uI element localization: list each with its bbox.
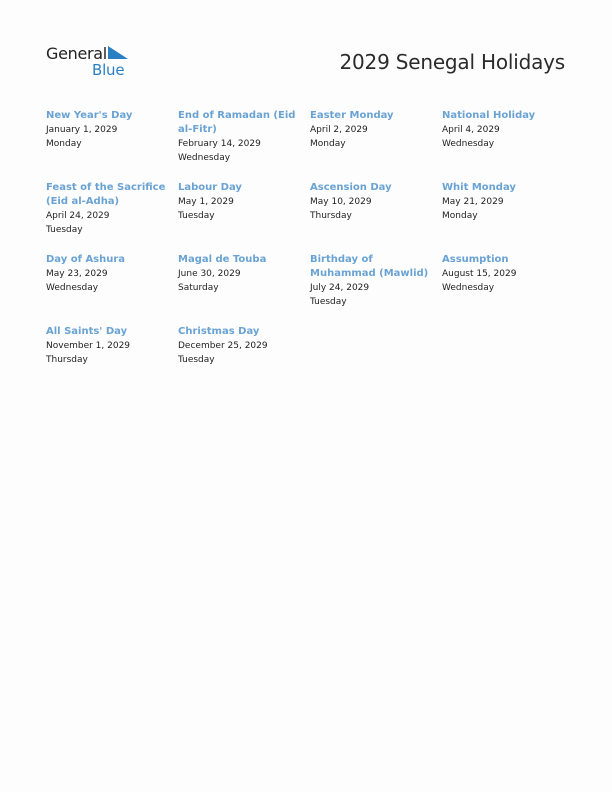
holiday-weekday: Wednesday bbox=[442, 139, 495, 149]
brand-logo bbox=[46, 44, 136, 80]
holiday-name: Ascension Day bbox=[310, 182, 392, 193]
holiday-name: Assumption bbox=[442, 254, 509, 265]
holiday-item bbox=[178, 325, 310, 387]
holiday-weekday: Thursday bbox=[46, 355, 88, 365]
holiday-item bbox=[178, 181, 310, 243]
holiday-item bbox=[442, 109, 574, 171]
holiday-item bbox=[310, 109, 442, 171]
holiday-item bbox=[178, 109, 310, 171]
holiday-item bbox=[46, 325, 178, 387]
blue-flag-icon bbox=[108, 46, 128, 61]
holiday-grid bbox=[46, 109, 576, 387]
holiday-name: National Holiday bbox=[442, 110, 536, 121]
holiday-weekday: Thursday bbox=[310, 211, 352, 221]
holiday-name: Birthday of Muhammad (Mawlid) bbox=[310, 254, 429, 279]
holiday-item bbox=[46, 181, 178, 243]
logo-text-blue: Blue bbox=[92, 61, 125, 79]
holiday-item bbox=[442, 253, 574, 315]
holiday-date: June 30, 2029 bbox=[178, 269, 241, 279]
holiday-name: Labour Day bbox=[178, 182, 242, 193]
holiday-weekday: Monday bbox=[442, 211, 478, 221]
holiday-date: November 1, 2029 bbox=[46, 341, 131, 351]
holiday-weekday: Wednesday bbox=[178, 153, 231, 163]
holiday-date: January 1, 2029 bbox=[46, 125, 118, 135]
holiday-name: All Saints' Day bbox=[46, 326, 128, 337]
page-title: 2029 Senegal Holidays bbox=[339, 50, 565, 74]
holiday-weekday: Tuesday bbox=[310, 297, 347, 307]
holiday-date: April 2, 2029 bbox=[310, 125, 368, 135]
holiday-date: May 23, 2029 bbox=[46, 269, 108, 279]
logo-text-general: General bbox=[46, 44, 107, 63]
holiday-item bbox=[310, 181, 442, 243]
holiday-weekday: Wednesday bbox=[46, 283, 99, 293]
holiday-name: Day of Ashura bbox=[46, 254, 126, 265]
holiday-date: July 24, 2029 bbox=[310, 283, 370, 293]
holiday-name: Easter Monday bbox=[310, 110, 394, 121]
holiday-date: May 10, 2029 bbox=[310, 197, 372, 207]
holiday-weekday: Tuesday bbox=[178, 211, 215, 221]
holiday-weekday: Wednesday bbox=[442, 283, 495, 293]
holiday-item bbox=[442, 181, 574, 243]
holiday-date: August 15, 2029 bbox=[442, 269, 517, 279]
holiday-date: February 14, 2029 bbox=[178, 139, 261, 149]
holiday-date: December 25, 2029 bbox=[178, 341, 268, 351]
holiday-date: April 24, 2029 bbox=[46, 211, 110, 221]
holiday-weekday: Saturday bbox=[178, 283, 219, 293]
holiday-date: May 1, 2029 bbox=[178, 197, 234, 207]
holiday-date: May 21, 2029 bbox=[442, 197, 504, 207]
holiday-item bbox=[46, 109, 178, 171]
holiday-weekday: Monday bbox=[310, 139, 346, 149]
holiday-weekday: Monday bbox=[46, 139, 82, 149]
holiday-name: End of Ramadan (Eid al-Fitr) bbox=[178, 110, 296, 135]
holiday-weekday: Tuesday bbox=[46, 225, 83, 235]
holiday-item bbox=[46, 253, 178, 315]
holiday-name: New Year's Day bbox=[46, 110, 133, 121]
holiday-name: Whit Monday bbox=[442, 182, 516, 193]
holiday-name: Feast of the Sacrifice (Eid al-Adha) bbox=[46, 182, 166, 207]
holiday-date: April 4, 2029 bbox=[442, 125, 500, 135]
holiday-name: Magal de Touba bbox=[178, 254, 267, 265]
holiday-name: Christmas Day bbox=[178, 326, 260, 337]
holiday-item bbox=[310, 253, 442, 315]
holiday-item bbox=[178, 253, 310, 315]
holiday-weekday: Tuesday bbox=[178, 355, 215, 365]
